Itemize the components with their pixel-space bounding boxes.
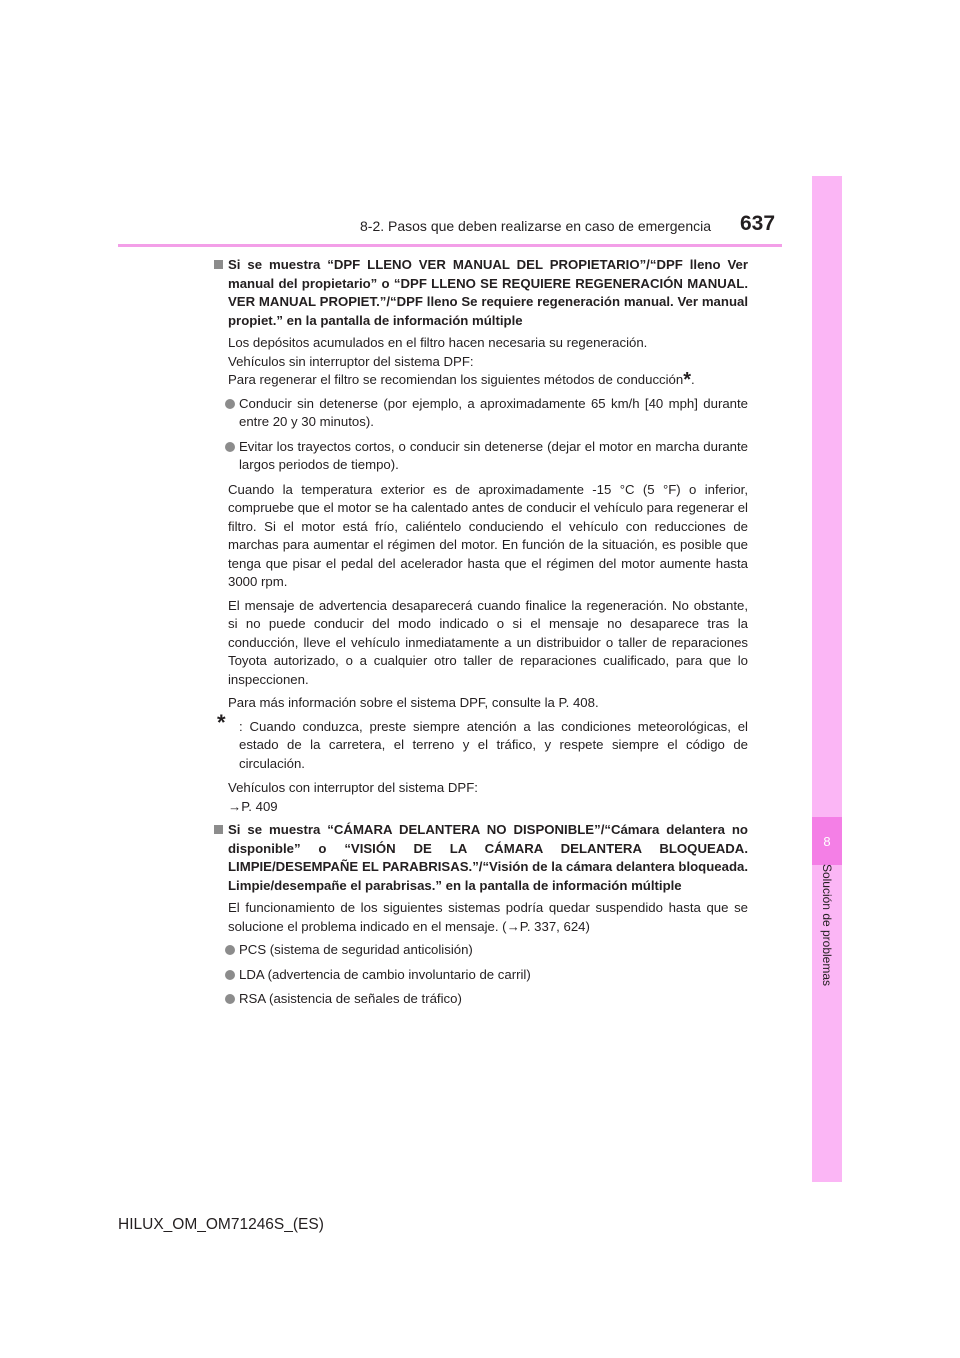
list-item	[214, 438, 748, 475]
square-bullet-icon	[214, 825, 223, 834]
header-divider	[118, 244, 782, 247]
circle-bullet-icon	[225, 399, 235, 409]
main-content	[214, 256, 748, 1015]
page-number: 637	[740, 212, 776, 235]
page-reference: →P. 409	[228, 798, 278, 814]
paragraph: Los depósitos acumulados en el filtro hacen necesaria su regeneración.	[228, 335, 648, 350]
circle-bullet-icon	[225, 945, 235, 955]
list-item	[214, 966, 748, 985]
footnote	[214, 709, 748, 774]
paragraph	[214, 371, 748, 390]
section-heading-dpf	[214, 256, 748, 330]
document-code: HILUX_OM_OM71246S_(ES)	[118, 1216, 324, 1233]
paragraph-text: Para regenerar el filtro se recomiendan los siguientes métodos de conducción	[228, 372, 684, 387]
circle-bullet-icon	[225, 994, 235, 1004]
paragraph-warning: El mensaje de advertencia desaparecerá cuando finalice la regeneración. No obstante, si no puede conducir del modo indicado o si el mensaje no desaparece tras la conducción, lleve el vehículo inmediatamente a un distribuidor o taller de reparaciones Toyota autorizado, o a cualquier otro taller de reparaciones cualificado, para que lo inspeccionen.	[228, 597, 748, 687]
paragraph-more-info: Para más información sobre el sistema DPF, consulte la P. 408.	[228, 695, 599, 710]
list-item-text: Evitar los trayectos cortos, o conducir sin detenerse (dejar el motor en marcha durante largos periodos de tiempo).	[239, 438, 748, 472]
footnote-star: *	[217, 709, 226, 735]
paragraph-end: .	[691, 372, 695, 387]
heading-text: Si se muestra “DPF LLENO VER MANUAL DEL PROPIETARIO”/“DPF lleno Ver manual del propietario” o “DPF LLENO SE REQUIERE REGENERACIÓN MANUAL. VER MANUAL PROPIET.”/“DPF lleno Se requiere regeneración manual. Ver manual propiet.” en la pantalla de información múltiple	[228, 257, 748, 328]
heading-text: Si se muestra “CÁMARA DELANTERA NO DISPONIBLE”/“Cámara delantera no disponible” o “VISIÓN DE LA CÁMARA DELANTERA BLOQUEADA. LIMPIE/DESEMPAÑE EL PARABRISAS.”/“Visión de la cámara delantera bloqueada. Limpie/desempañe el parabrisas.” en la pantalla de información múltiple	[228, 822, 748, 893]
circle-bullet-icon	[225, 970, 235, 980]
chapter-side-tab	[812, 176, 842, 1182]
list-item	[214, 941, 748, 960]
list-item	[214, 395, 748, 432]
list-item-text: RSA (asistencia de señales de tráfico)	[239, 991, 462, 1006]
paragraph-cold-weather: Cuando la temperatura exterior es de aproximadamente -15 °C (5 °F) o inferior, compruebe que el motor se ha calentado antes de conducir el vehículo para regenerar el filtro. Si el motor está frío, caliéntelo conduciendo el vehículo con reducciones de marchas para aumentar el régimen del motor. En función de la situación, es posible que tenga que pisar el pedal del acelerador hasta que el régimen del motor aumente hasta 3000 rpm.	[228, 481, 748, 589]
list-item-text: Conducir sin detenerse (por ejemplo, a aproximadamente 65 km/h [40 mph] durante entre 20 y 30 minutos).	[239, 395, 748, 429]
list-item	[214, 990, 748, 1009]
list-item-text: PCS (sistema de seguridad anticolisión)	[239, 942, 473, 957]
list-item-text: LDA (advertencia de cambio involuntario de carril)	[239, 966, 531, 982]
footnote-text: : Cuando conduzca, preste siempre atención a las condiciones meteorológicas, el estado de la carretera, el terreno y el tráfico, y respete siempre el código de circulación.	[239, 718, 748, 771]
paragraph: Vehículos con interruptor del sistema DPF:	[228, 780, 478, 795]
footnote-star: *	[683, 369, 692, 391]
section-title: 8-2. Pasos que deben realizarse en caso de emergencia	[360, 218, 711, 234]
paragraph: El funcionamiento de los siguientes sistemas podría quedar suspendido hasta que se solucione el problema indicado en el mensaje. (→P. 337, 624)	[228, 900, 748, 934]
chapter-label-container	[820, 863, 834, 987]
section-heading-camera	[214, 821, 748, 895]
circle-bullet-icon	[225, 442, 235, 452]
chapter-label: Solución de problemas	[820, 863, 834, 987]
paragraph: Vehículos sin interruptor del sistema DPF:	[228, 353, 474, 369]
chapter-number: 8	[812, 817, 842, 865]
square-bullet-icon	[214, 260, 223, 269]
